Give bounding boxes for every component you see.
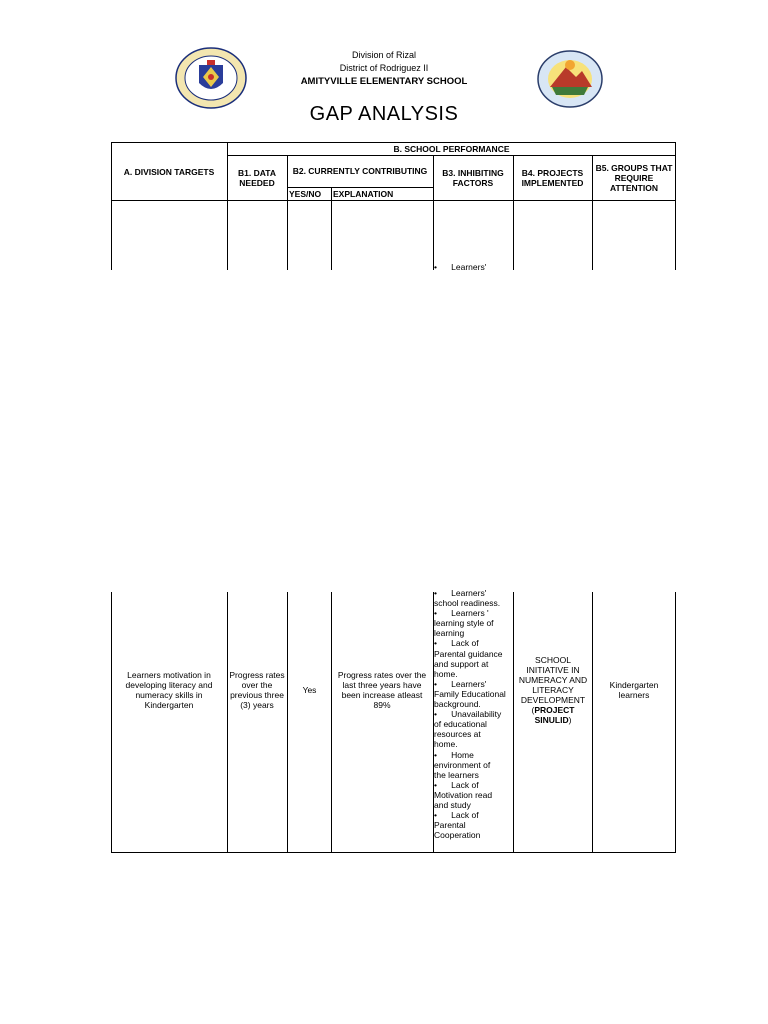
row-explanation: Progress rates over the last three years have been increase atleast 89% xyxy=(337,670,427,710)
school-name: AMITYVILLE ELEMENTARY SCHOOL xyxy=(300,76,468,87)
district-text: District of Rodriguez II xyxy=(339,63,429,73)
row-division-target: Learners motivation in developing literacy and numeracy skills in Kindergarten xyxy=(125,670,213,710)
row-groups-attention: Kindergarten learners xyxy=(609,680,659,700)
project-name-line: (PROJECT SINULID) xyxy=(531,705,575,725)
col-inhibiting-factors: B3. INHIBITING FACTORS xyxy=(442,168,504,188)
project-description: SCHOOL INITIATIVE IN NUMERACY AND LITERACY DEVELOPMENT xyxy=(518,655,588,705)
col-groups-attention: B5. GROUPS THAT REQUIRE ATTENTION xyxy=(595,163,673,193)
inhibiting-factors-top-fragment: • Learners' xyxy=(434,262,487,270)
row-inhibiting-factors: • Learners' school readiness. • Learners ' learning style of learning • Lack of Parental guidance and support at home. • Learners' Family Educational background. • Unavailability of educational resources at home. • Home environment of the learners • Lack of Motivation read and study • Lack of Parental Cooperation xyxy=(434,588,506,841)
col-division-targets: A. DIVISION TARGETS xyxy=(123,166,215,177)
group-school-performance: B. SCHOOL PERFORMANCE xyxy=(393,144,510,154)
page-title: GAP ANALYSIS xyxy=(309,103,459,125)
row-project-implemented xyxy=(515,640,591,740)
col-projects-implemented: B4. PROJECTS IMPLEMENTED xyxy=(521,168,584,188)
row-data-needed: Progress rates over the previous three (3) years xyxy=(229,670,285,710)
project-name: PROJECT SINULID xyxy=(534,705,575,725)
division-text: Division of Rizal xyxy=(351,50,417,60)
col-explanation: EXPLANATION xyxy=(333,189,394,199)
col-data-needed: B1. DATA NEEDED xyxy=(238,168,276,188)
col-yes-no: YES/NO xyxy=(289,189,322,199)
row-yes-no: Yes xyxy=(302,685,317,695)
col-currently-contributing: B2. CURRENTLY CONTRIBUTING xyxy=(292,166,428,176)
